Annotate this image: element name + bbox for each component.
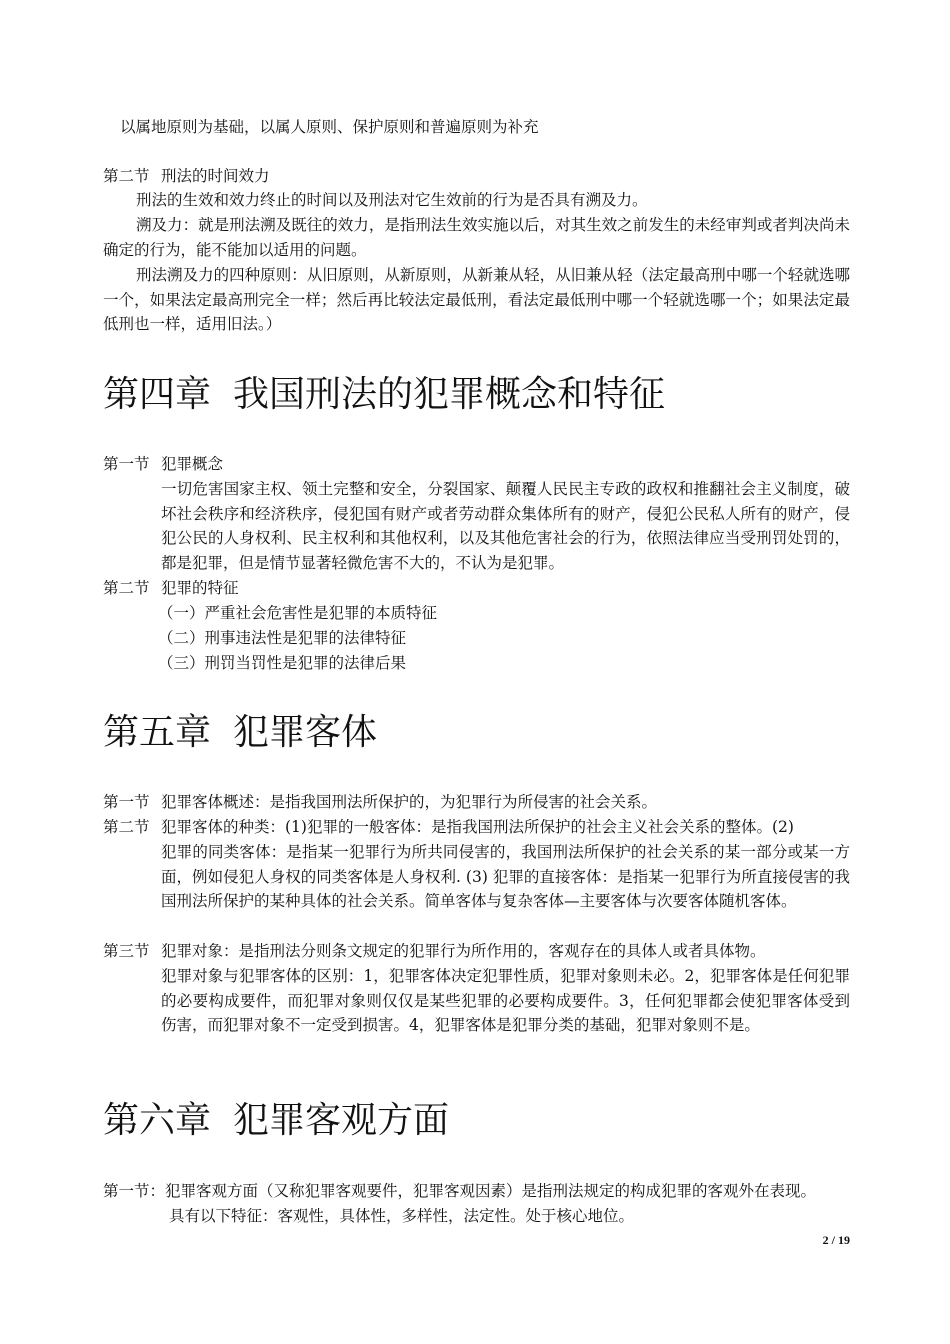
list-item: （一）严重社会危害性是犯罪的本质特征	[158, 604, 438, 622]
section-title: 刑法的时间效力	[161, 167, 270, 185]
chapter-heading	[103, 1099, 449, 1143]
section-label: 第三节	[103, 942, 150, 960]
chapter-number: 第四章	[103, 374, 212, 415]
chapter-heading	[103, 373, 665, 417]
chapter-number: 第六章	[103, 1100, 212, 1141]
section-heading	[103, 452, 223, 477]
section-label: 第一节	[103, 455, 150, 473]
section-label: 第一节	[103, 793, 150, 811]
section-heading	[103, 576, 239, 601]
section-title: 犯罪的特征	[161, 579, 239, 597]
section-text: 犯罪客体概述：是指我国刑法所保护的，为犯罪行为所侵害的社会关系。	[161, 793, 658, 811]
paragraph: 犯罪对象与犯罪客体的区别：1，犯罪客体决定犯罪性质，犯罪对象则未必。2，犯罪客体是任何犯罪的必要构成要件，而犯罪对象则仅仅是某些犯罪的必要构成要件。3，任何犯罪都会使犯罪客体受到伤害，而犯罪对象不一定受到损害。4，犯罪客体是犯罪分类的基础，犯罪对象则不是。	[161, 967, 850, 1034]
section-text: 犯罪客体的种类：(1)犯罪的一般客体：是指我国刑法所保护的社会主义社会关系的整体。(2)	[161, 818, 794, 836]
paragraph: 具有以下特征：客观性，具体性，多样性，法定性。处于核心地位。	[169, 1207, 635, 1225]
section-label: 第二节	[103, 579, 150, 597]
section-label: 第二节	[103, 818, 150, 836]
section-heading	[103, 790, 657, 815]
chapter-heading	[103, 711, 377, 755]
list-item: （二）刑事违法性是犯罪的法律特征	[158, 629, 407, 647]
list-item: （三）刑罚当罚性是犯罪的法律后果	[158, 654, 407, 672]
section-text: 犯罪对象：是指刑法分则条文规定的犯罪行为所作用的，客观存在的具体人或者具体物。	[161, 942, 766, 960]
chapter-title: 犯罪客观方面	[233, 1100, 450, 1141]
paragraph: 刑法的生效和效力终止的时间以及刑法对它生效前的行为是否具有溯及力。	[136, 191, 648, 209]
section-heading	[103, 164, 270, 189]
paragraph: 溯及力：就是刑法溯及既往的效力，是指刑法生效实施以后，对其生效之前发生的未经审判或者判决尚未确定的行为，能不能加以适用的问题。	[103, 216, 850, 259]
section-title: 犯罪概念	[161, 455, 224, 473]
section-heading	[103, 939, 766, 964]
chapter-title: 犯罪客体	[233, 712, 378, 753]
chapter-number: 第五章	[103, 712, 212, 753]
paragraph: 刑法溯及力的四种原则：从旧原则，从新原则，从新兼从轻，从旧兼从轻（法定最高刑中哪一个轻就选哪一个，如果法定最高刑完全一样；然后再比较法定最低刑，看法定最低刑中哪一个轻就选哪一个；如果法定最低刑也一样，适用旧法。）	[103, 266, 850, 333]
section-label: 第二节	[103, 167, 150, 185]
paragraph: 第一节：犯罪客观方面（又称犯罪客观要件，犯罪客观因素）是指刑法规定的构成犯罪的客观外在表现。	[103, 1182, 817, 1200]
chapter-title: 我国刑法的犯罪概念和特征	[233, 374, 666, 415]
section-heading	[103, 815, 794, 840]
intro-line: 以属地原则为基础，以属人原则、保护原则和普遍原则为补充	[120, 118, 539, 136]
page-number: 2 / 19	[822, 1233, 850, 1247]
paragraph: 犯罪的同类客体：是指某一犯罪行为所共同侵害的，我国刑法所保护的社会关系的某一部分或某一方面，例如侵犯人身权的同类客体是人身权利. (3) 犯罪的直接客体：是指某一犯罪行为所直接侵害的我国刑法所保护的某种具体的社会关系。简单客体与复杂客体—主要客体与次要客体随机客体。	[161, 843, 850, 910]
paragraph: 一切危害国家主权、领土完整和安全，分裂国家、颠覆人民民主专政的政权和推翻社会主义制度，破坏社会秩序和经济秩序，侵犯国有财产或者劳动群众集体所有的财产，侵犯公民私人所有的财产，侵犯公民的人身权利、民主权利和其他权利，以及其他危害社会的行为，依照法律应当受刑罚处罚的，都是犯罪，但是情节显著轻微危害不大的，不认为是犯罪。	[161, 480, 850, 572]
